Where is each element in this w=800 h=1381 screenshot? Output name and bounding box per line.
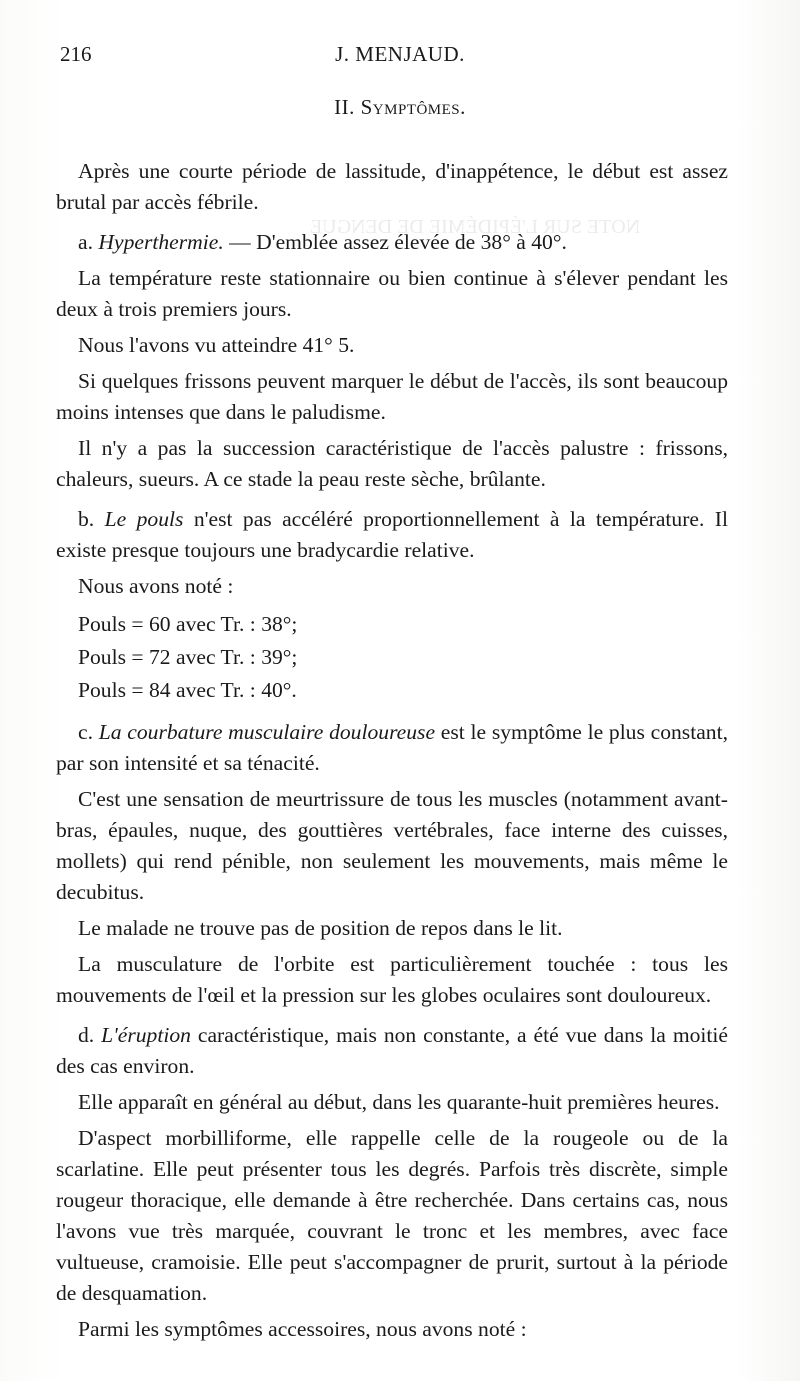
running-head bbox=[60, 42, 740, 72]
pulse-equals: = bbox=[126, 612, 149, 636]
paragraph-intro: Après une courte période de lassitude, d'inappétence, le début est assez brutal par accès fébrile. bbox=[56, 159, 728, 214]
paragraph-d2: Elle apparaît en général au début, dans les quarante-huit premières heures. bbox=[78, 1090, 720, 1114]
pulse-value: 84 bbox=[149, 678, 171, 702]
paragraph-a5: Il n'y a pas la succession caractéristique de l'accès palustre : frissons, chaleurs, sueurs. A ce stade la peau reste sèche, brûlante. bbox=[56, 436, 728, 491]
item-title-d: L'éruption bbox=[101, 1023, 191, 1047]
paragraph-d3: D'aspect morbilliforme, elle rappelle celle de la rougeole ou de la scarlatine. Elle peut présenter tous les degrés. Parfois très discrète, simple rougeur thoracique, elle demande à être recherchée. Dans certains cas, nous l'avons vue très marquée, couvrant le tronc et les membres, avec face vultueuse, cramoisie. Elle peut s'accompagner de prurit, surtout à la période de desquamation. bbox=[56, 1126, 728, 1305]
item-label-c: c. bbox=[78, 720, 93, 744]
item-text-c: est le symptôme le plus constant, par son intensité et sa ténacité. bbox=[56, 720, 728, 775]
paragraph-d4: Parmi les symptômes accessoires, nous avons noté : bbox=[78, 1317, 527, 1341]
item-text-b: n'est pas accéléré proportionnellement à la température. Il existe presque toujours une bradycardie relative. bbox=[56, 507, 728, 562]
item-text-d: caractéristique, mais non constante, a été vue dans la moitié des cas environ. bbox=[56, 1023, 728, 1078]
pulse-temp-value: 40°. bbox=[261, 678, 297, 702]
paragraph-a3: Nous l'avons vu atteindre 41° 5. bbox=[78, 333, 355, 357]
body-text bbox=[56, 156, 728, 1350]
pulse-temp-label: avec Tr. : bbox=[170, 612, 262, 636]
paragraph-b-pulse bbox=[56, 504, 728, 566]
pulse-row bbox=[78, 608, 728, 641]
item-label-a: a. bbox=[78, 230, 93, 254]
pulse-equals: = bbox=[126, 678, 149, 702]
item-label-b: b. bbox=[78, 507, 95, 531]
pulse-row bbox=[78, 674, 728, 707]
item-title-a: Hyperthermie. bbox=[98, 230, 224, 254]
paragraph-d-eruption bbox=[56, 1020, 728, 1082]
pulse-value: 72 bbox=[149, 645, 171, 669]
pulse-row bbox=[78, 641, 728, 674]
pulse-temp-value: 39°; bbox=[261, 645, 298, 669]
item-text-a: — D'emblée assez élevée de 38° à 40°. bbox=[223, 230, 567, 254]
item-label-d: d. bbox=[78, 1023, 95, 1047]
pulse-value: 60 bbox=[149, 612, 171, 636]
paragraph-c4: La musculature de l'orbite est particulièrement touchée : tous les mouvements de l'œil et la pression sur les globes oculaires sont douloureux. bbox=[56, 952, 728, 1007]
pulse-label: Pouls bbox=[78, 612, 127, 636]
pulse-temp-label: avec Tr. : bbox=[170, 678, 262, 702]
paragraph-a-hyperthermia bbox=[56, 227, 728, 258]
paragraph-a4: Si quelques frissons peuvent marquer le début de l'accès, ils sont beaucoup moins intenses que dans le paludisme. bbox=[56, 369, 728, 424]
running-title: J. MENJAUD. bbox=[335, 42, 465, 66]
pulse-label: Pouls bbox=[78, 645, 127, 669]
paragraph-c3: Le malade ne trouve pas de position de repos dans le lit. bbox=[78, 916, 563, 940]
paragraph-a2: La température reste stationnaire ou bien continue à s'élever pendant les deux à trois premiers jours. bbox=[56, 266, 728, 321]
show-through-text: NOTE SUR L'ÉPIDÉMIE DE DENGUE bbox=[310, 216, 641, 238]
paragraph-b2: Nous avons noté : bbox=[78, 574, 234, 598]
item-title-b: Le pouls bbox=[104, 507, 184, 531]
page-number: 216 bbox=[60, 42, 92, 66]
pulse-temp-label: avec Tr. : bbox=[170, 645, 262, 669]
item-title-c: La courbature musculaire douloureuse bbox=[98, 720, 436, 744]
section-heading: II. Symptômes. bbox=[334, 95, 466, 119]
paragraph-c-myalgia bbox=[56, 717, 728, 779]
pulse-label: Pouls bbox=[78, 678, 127, 702]
pulse-list bbox=[78, 608, 728, 707]
pulse-equals: = bbox=[126, 645, 149, 669]
paragraph-c2: C'est une sensation de meurtrissure de tous les muscles (notamment avant-bras, épaules, nuque, des gouttières vertébrales, face interne des cuisses, mollets) qui rend pénible, non seulement les mouvements, mais même le decubitus. bbox=[56, 787, 728, 904]
pulse-temp-value: 38°; bbox=[261, 612, 298, 636]
